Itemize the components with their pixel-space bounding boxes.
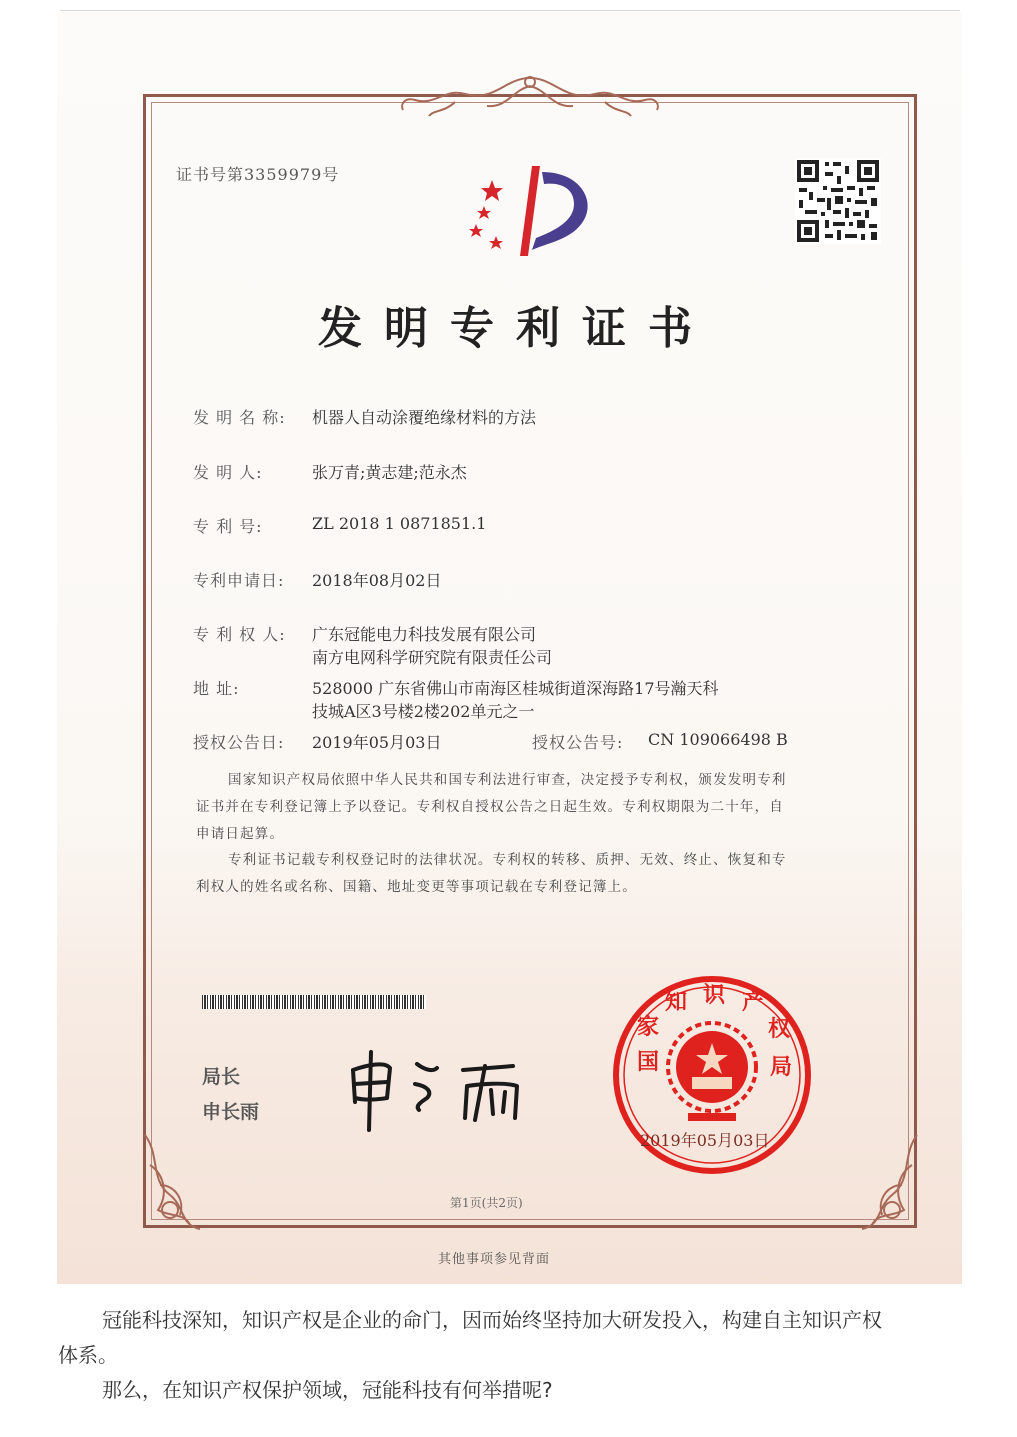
top-divider [60, 10, 960, 11]
back-note: 其他事项参见背面 [438, 1252, 551, 1267]
grant-no: CN 109066498 B [648, 730, 788, 749]
corner-ornament-icon [812, 1125, 922, 1235]
patentee-label: 专 利 权 人: [193, 625, 286, 644]
qr-code-icon [795, 158, 881, 244]
patent-office-logo-icon [462, 158, 602, 263]
address-label: 地 址: [193, 679, 240, 698]
seal-char: 产 [742, 989, 765, 1015]
caption-line: 体系。 [58, 1343, 118, 1367]
grant-no-label: 授权公告号: [532, 733, 624, 752]
caption-line: 那么，在知识产权保护领域，冠能科技有何举措呢? [102, 1378, 553, 1402]
body-paragraph-line: 利权人的姓名或名称、国籍、地址变更等事项记载在专利登记簿上。 [196, 879, 637, 895]
patentee-1: 广东冠能电力科技发展有限公司 [312, 625, 537, 644]
grant-date: 2019年05月03日 [312, 733, 442, 752]
certificate-number: 证书号第3359979号 [176, 165, 340, 184]
corner-ornament-icon [140, 1125, 250, 1235]
seal-char: 国 [637, 1049, 660, 1075]
seal-char: 局 [770, 1054, 793, 1080]
invention-name-label: 发 明 名 称: [193, 408, 286, 427]
certificate-title: 发明专利证书 [318, 303, 714, 354]
body-paragraph-line: 专利证书记载专利权登记时的法律状况。专利权的转移、质押、无效、终止、恢复和专 [228, 852, 787, 868]
signature-icon [345, 1040, 545, 1135]
patentee-2: 南方电网科学研究院有限责任公司 [312, 648, 553, 667]
inventor-label: 发 明 人: [193, 463, 263, 482]
body-paragraph-line: 证书并在专利登记簿上予以登记。专利权自授权公告之日起生效。专利权期限为二十年，自 [196, 799, 784, 815]
seal-char: 识 [703, 982, 726, 1008]
invention-name: 机器人自动涂覆绝缘材料的方法 [312, 408, 537, 427]
address-2: 技城A区3号楼2楼202单元之一 [312, 702, 535, 721]
seal-char: 家 [637, 1014, 660, 1040]
body-paragraph-line: 申请日起算。 [196, 826, 285, 842]
filing-date-label: 专利申请日: [193, 571, 285, 590]
patent-no-label: 专 利 号: [193, 517, 263, 536]
director-name: 申长雨 [202, 1101, 260, 1123]
seal-date: 2019年05月03日 [640, 1131, 770, 1150]
patent-no: ZL 2018 1 0871851.1 [312, 514, 487, 533]
caption-line: 冠能科技深知，知识产权是企业的命门，因而始终坚持加大研发投入，构建自主知识产权 [102, 1308, 882, 1332]
inventors: 张万青;黄志建;范永杰 [312, 463, 467, 482]
barcode-icon [202, 995, 426, 1009]
body-paragraph-line: 国家知识产权局依照中华人民共和国专利法进行审查，决定授予专利权，颁发发明专利 [228, 772, 787, 788]
seal-char: 权 [768, 1016, 791, 1042]
filing-date: 2018年08月02日 [312, 571, 442, 590]
page-number: 第1页(共2页) [450, 1196, 523, 1210]
top-ornament-icon [395, 72, 665, 120]
address-1: 528000 广东省佛山市南海区桂城街道深海路17号瀚天科 [312, 679, 719, 698]
seal-char: 知 [665, 989, 688, 1015]
grant-date-label: 授权公告日: [193, 733, 285, 752]
director-title: 局长 [202, 1066, 241, 1088]
